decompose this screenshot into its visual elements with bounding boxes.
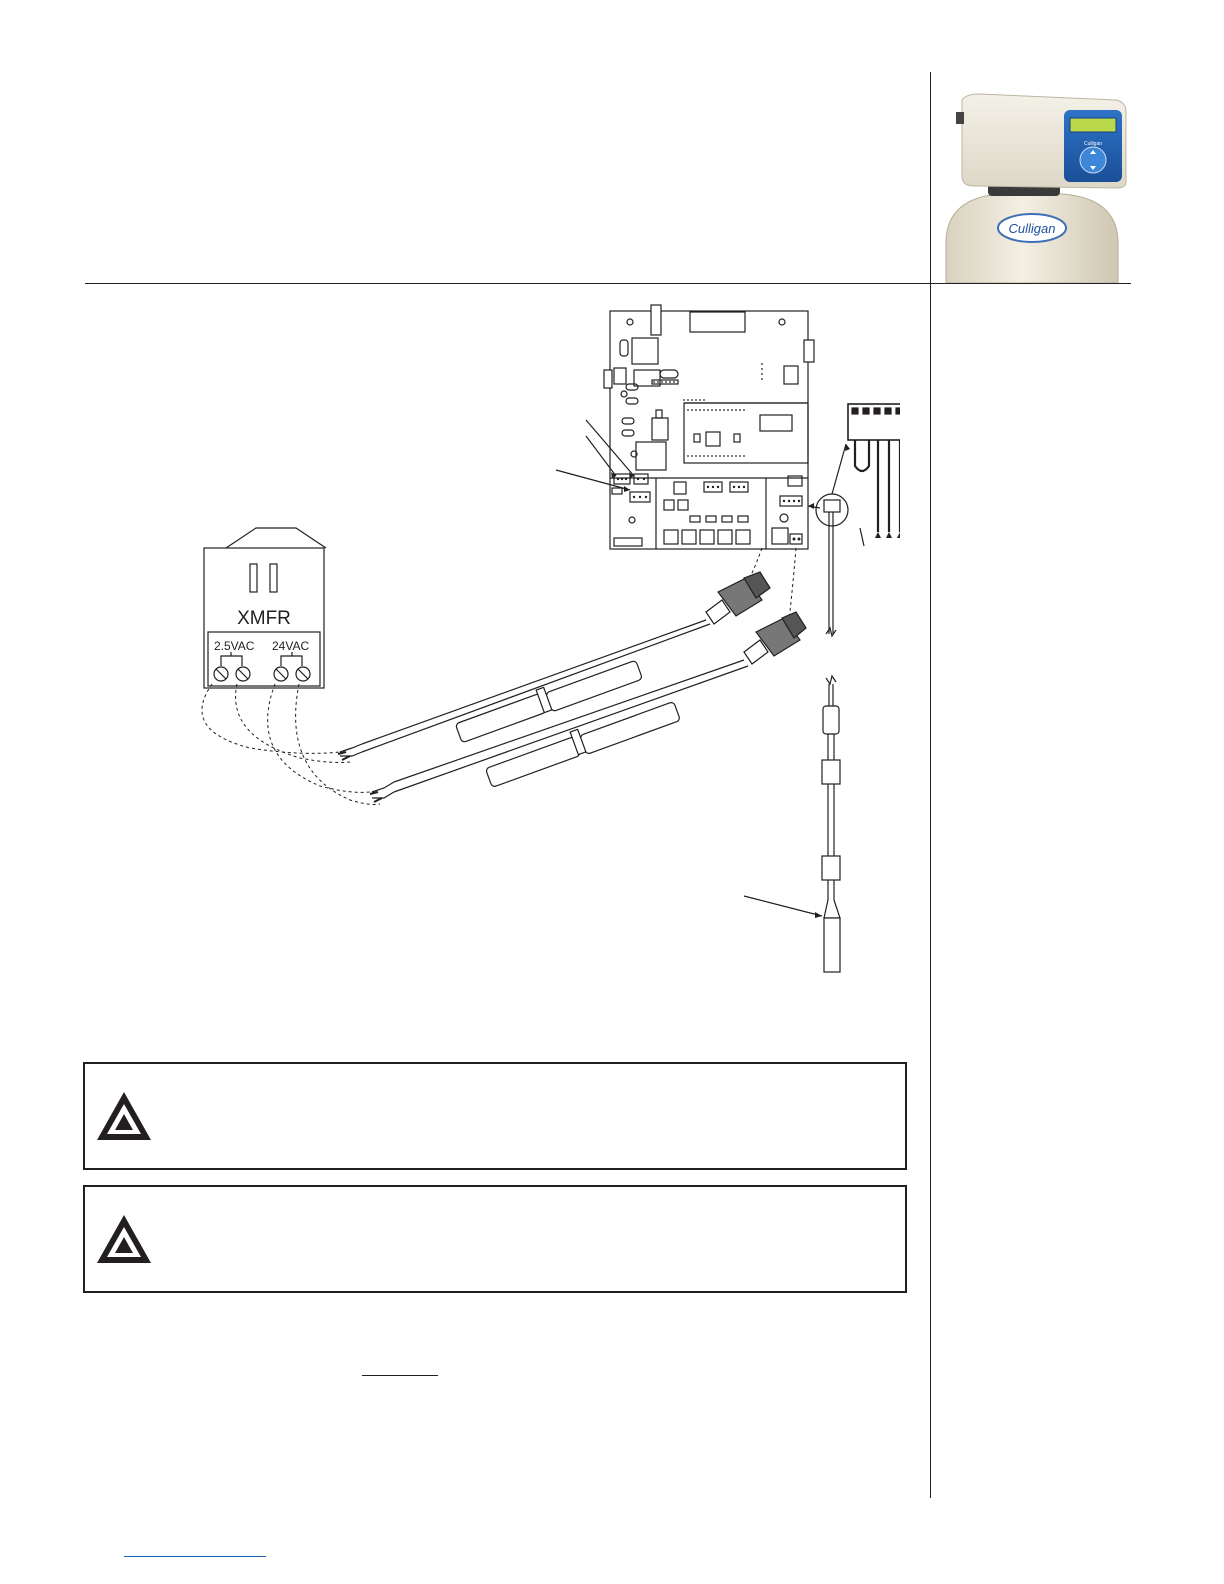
warning-triangle-icon [95, 1213, 153, 1265]
brand-badge-text: Culligan [1008, 221, 1056, 236]
terminal-screw [296, 667, 310, 681]
wire-harness-2 [370, 612, 806, 802]
warning-box-1 [83, 1062, 907, 1170]
underline-blank [362, 1375, 438, 1376]
terminal-label-24vac: 24VAC [272, 639, 310, 653]
terminal-label-2-5vac: 2.5VAC [214, 639, 255, 653]
panel-brand-text: Culligan [1083, 141, 1103, 147]
sidebar-rule [930, 72, 931, 1498]
terminal-screw [214, 667, 228, 681]
header-rule [85, 283, 1131, 284]
wiring-diagram [180, 300, 900, 990]
footer-link-underline[interactable] [124, 1556, 266, 1557]
transformer [204, 528, 326, 688]
wire-harness-1 [338, 572, 770, 760]
warning-box-2 [83, 1185, 907, 1293]
circuit-board [556, 305, 814, 549]
terminal-screw [274, 667, 288, 681]
product-image [940, 90, 1130, 283]
transformer-label: XMFR [237, 608, 291, 629]
warning-triangle-icon [95, 1090, 153, 1142]
terminal-screw [236, 667, 250, 681]
connector-detail [808, 404, 900, 546]
